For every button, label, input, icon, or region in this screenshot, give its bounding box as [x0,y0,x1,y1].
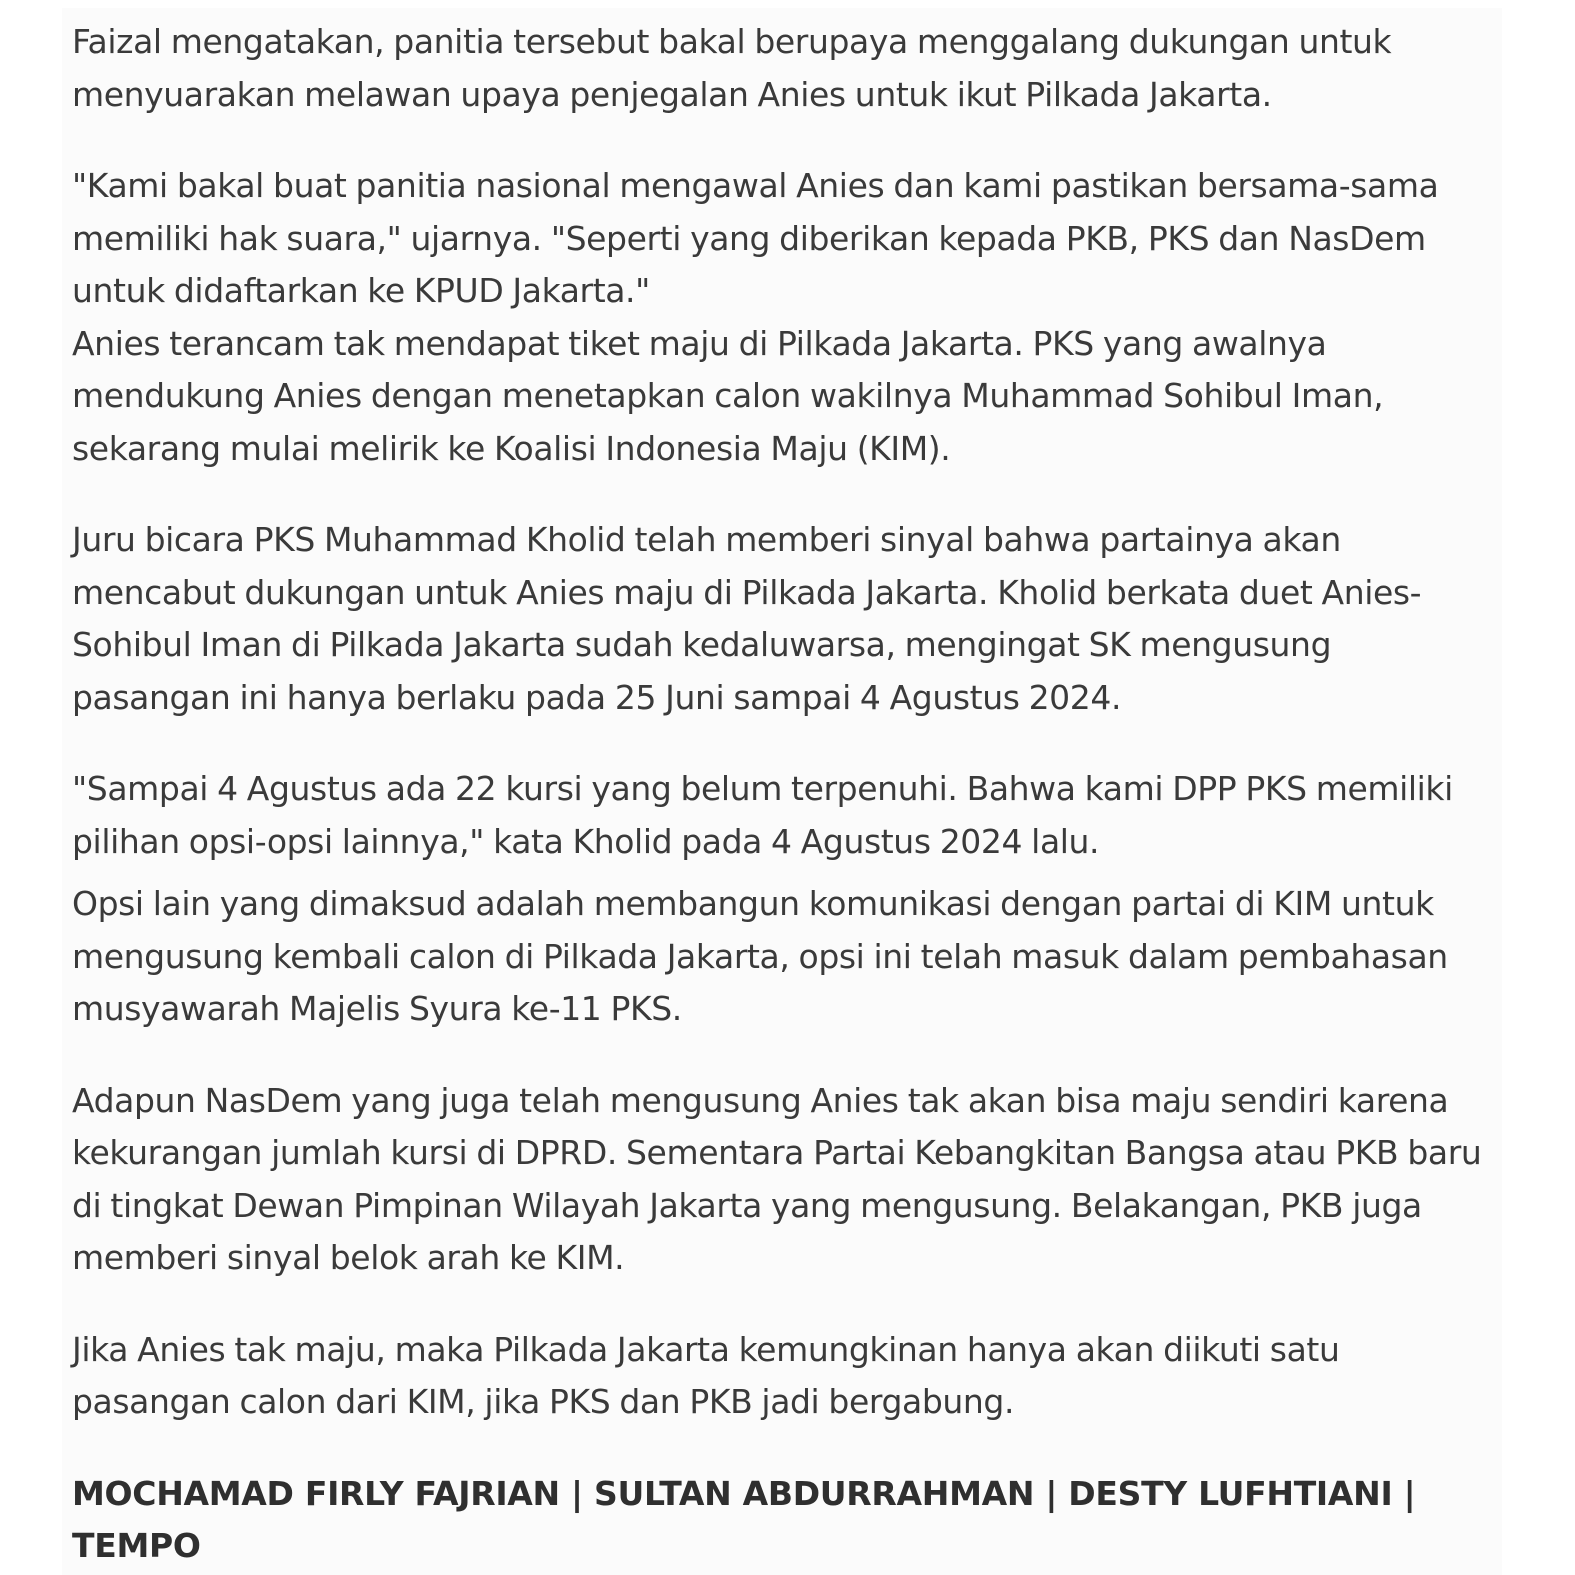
paragraph-quote-panitia: "Kami bakal buat panitia nasional mengawal Anies dan kami pastikan bersama-sama memiliki hak suara," ujarnya. "Seperti yang diberikan kepada PKB, PKS dan NasDem untuk didaftarkan ke KPUD Jakarta." [72,166,1439,310]
article-body [62,8,1502,1575]
author-credit: MOCHAMAD FIRLY FAJRIAN | SULTAN ABDURRAHMAN | DESTY LUFHTIANI | TEMPO [72,1473,1416,1565]
paragraph-conclusion: Jika Anies tak maju, maka Pilkada Jakarta kemungkinan hanya akan diikuti satu pasangan calon dari KIM, jika PKS dan PKB jadi bergabung. [72,1329,1340,1421]
paragraph-opsi-lain: Opsi lain yang dimaksud adalah membangun komunikasi dengan partai di KIM untuk mengusung kembali calon di Pilkada Jakarta, opsi ini telah masuk dalam pembahasan musyawarah Majelis Syura ke-11 PKS. [72,884,1448,1028]
paragraph-kholid-signal: Juru bicara PKS Muhammad Kholid telah memberi sinyal bahwa partainya akan mencabut dukungan untuk Anies maju di Pilkada Jakarta. Kholid berkata duet Anies- Sohibul Iman di Pilkada Jakarta sudah kedaluwarsa, mengingat SK mengusung pasangan ini hanya berlaku pada 25 Juni sampai 4 Agustus 2024. [72,520,1422,717]
paragraph-quote-kholid: "Sampai 4 Agustus ada 22 kursi yang belum terpenuhi. Bahwa kami DPP PKS memiliki pilihan opsi-opsi lainnya," kata Kholid pada 4 Agustus 2024 lalu. [72,769,1453,861]
paragraph-anies-ticket: Anies terancam tak mendapat tiket maju di Pilkada Jakarta. PKS yang awalnya mendukung Anies dengan menetapkan calon wakilnya Muhammad Sohibul Iman, sekarang mulai melirik ke Koalisi Indonesia Maju (KIM). [72,323,1384,468]
paragraph-nasdem: Adapun NasDem yang juga telah mengusung Anies tak akan bisa maju sendiri karena kekurangan jumlah kursi di DPRD. Sementara Partai Kebangkitan Bangsa atau PKB baru di tingkat Dewan Pimpinan Wilayah Jakarta yang mengusung. Belakangan, PKB juga memberi sinyal belok arah ke KIM. [72,1080,1482,1277]
paragraph-faizal-statement: Faizal mengatakan, panitia tersebut bakal berupaya menggalang dukungan untuk menyuarakan melawan upaya penjegalan Anies untuk ikut Pilkada Jakarta. [72,22,1392,114]
